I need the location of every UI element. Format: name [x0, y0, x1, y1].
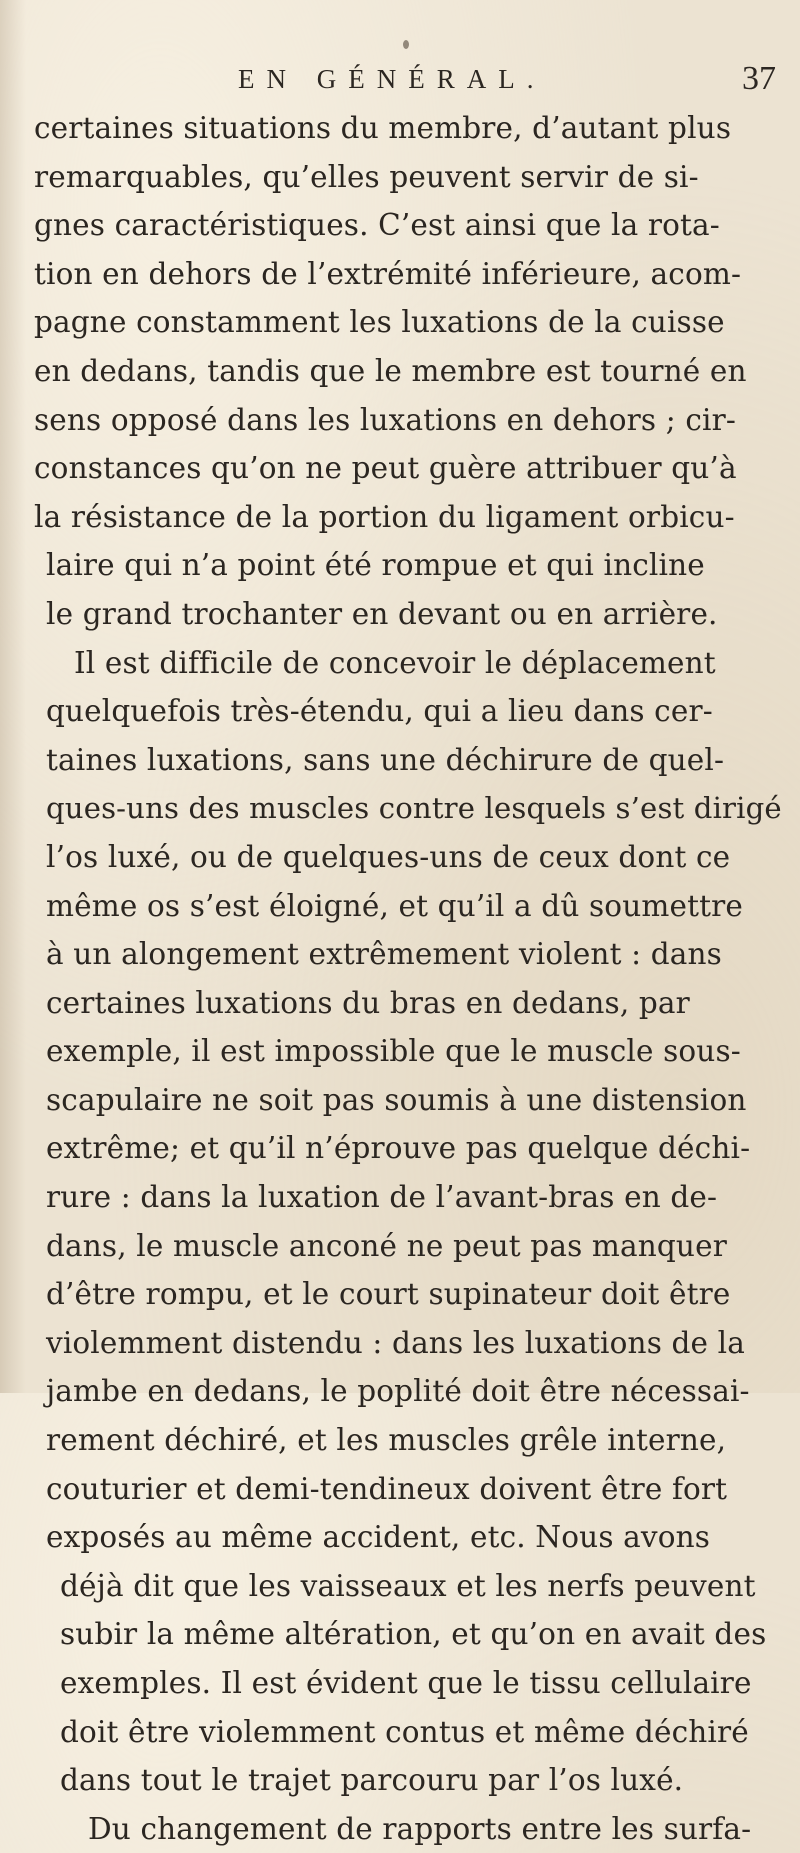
text-line: en dedans, tandis que le membre est tourné en: [34, 353, 747, 388]
text-line: déjà dit que les vaisseaux et les nerfs peuvent: [60, 1568, 756, 1603]
text-line: sens opposé dans les luxations en dehors ; cir-: [34, 402, 736, 437]
text-line: laire qui n’a point été rompue et qui incline: [46, 548, 705, 583]
text-line: violemment distendu : dans les luxations de la: [46, 1325, 745, 1360]
text-line: Du changement de rapports entre les surfa-: [88, 1811, 752, 1846]
running-title: EN GÉNÉRAL.: [238, 64, 546, 94]
text-line: taines luxations, sans une déchirure de quel-: [46, 742, 725, 777]
text-line: la résistance de la portion du ligament orbicu-: [34, 499, 735, 534]
text-line: scapulaire ne soit pas soumis à une distension: [46, 1082, 747, 1117]
text-line: extrême; et qu’il n’éprouve pas quelque déchi-: [46, 1131, 751, 1166]
text-line: constances qu’on ne peut guère attribuer qu’à: [34, 451, 737, 486]
text-line: tion en dehors de l’extrémité inférieure, acom-: [34, 256, 742, 291]
text-line: exposés au même accident, etc. Nous avons: [46, 1520, 711, 1555]
text-line: l’os luxé, ou de quelques-uns de ceux dont ce: [46, 839, 731, 874]
text-line: Il est difficile de concevoir le déplacement: [74, 645, 716, 680]
text-line: certaines situations du membre, d’autant plus: [34, 111, 732, 145]
text-line: rure : dans la luxation de l’avant-bras en de-: [46, 1180, 718, 1215]
page-fold-shadow: [0, 0, 26, 1393]
text-line: rement déchiré, et les muscles grêle interne,: [46, 1423, 727, 1458]
ink-speck: [403, 40, 409, 49]
page-number: 37: [742, 60, 776, 97]
text-line: subir la même altération, et qu’on en avait des: [60, 1617, 767, 1652]
text-line: exemple, il est impossible que le muscle sous-: [46, 1034, 741, 1069]
text-line: quelquefois très-étendu, qui a lieu dans cer-: [46, 694, 713, 729]
text-line: certaines luxations du bras en dedans, par: [46, 985, 690, 1020]
text-line: gnes caractéristiques. C’est ainsi que la rota-: [34, 208, 720, 243]
text-line: d’être rompu, et le court supinateur doit être: [46, 1277, 731, 1312]
text-line: dans, le muscle anconé ne peut pas manquer: [46, 1228, 727, 1263]
text-line: pagne constamment les luxations de la cuisse: [34, 305, 725, 340]
text-line: exemples. Il est évident que le tissu cellulaire: [60, 1666, 752, 1700]
text-line: même os s’est éloigné, et qu’il a dû soumettre: [46, 888, 743, 923]
text-line: à un alongement extrêmement violent : dans: [46, 937, 722, 972]
body-text: [26, 104, 800, 1853]
running-header: [0, 60, 800, 110]
text-line: le grand trochanter en devant ou en arrière.: [46, 596, 718, 631]
text-line: ques-uns des muscles contre lesquels s’est dirigé: [46, 791, 782, 826]
text-line: dans tout le trajet parcouru par l’os luxé.: [60, 1763, 684, 1798]
text-line: doit être violemment contus et même déchiré: [60, 1714, 749, 1749]
text-line: jambe en dedans, le poplité doit être nécessai-: [46, 1374, 750, 1409]
text-line: remarquables, qu’elles peuvent servir de si-: [34, 159, 699, 194]
text-line: couturier et demi-tendineux doivent être fort: [46, 1471, 728, 1506]
